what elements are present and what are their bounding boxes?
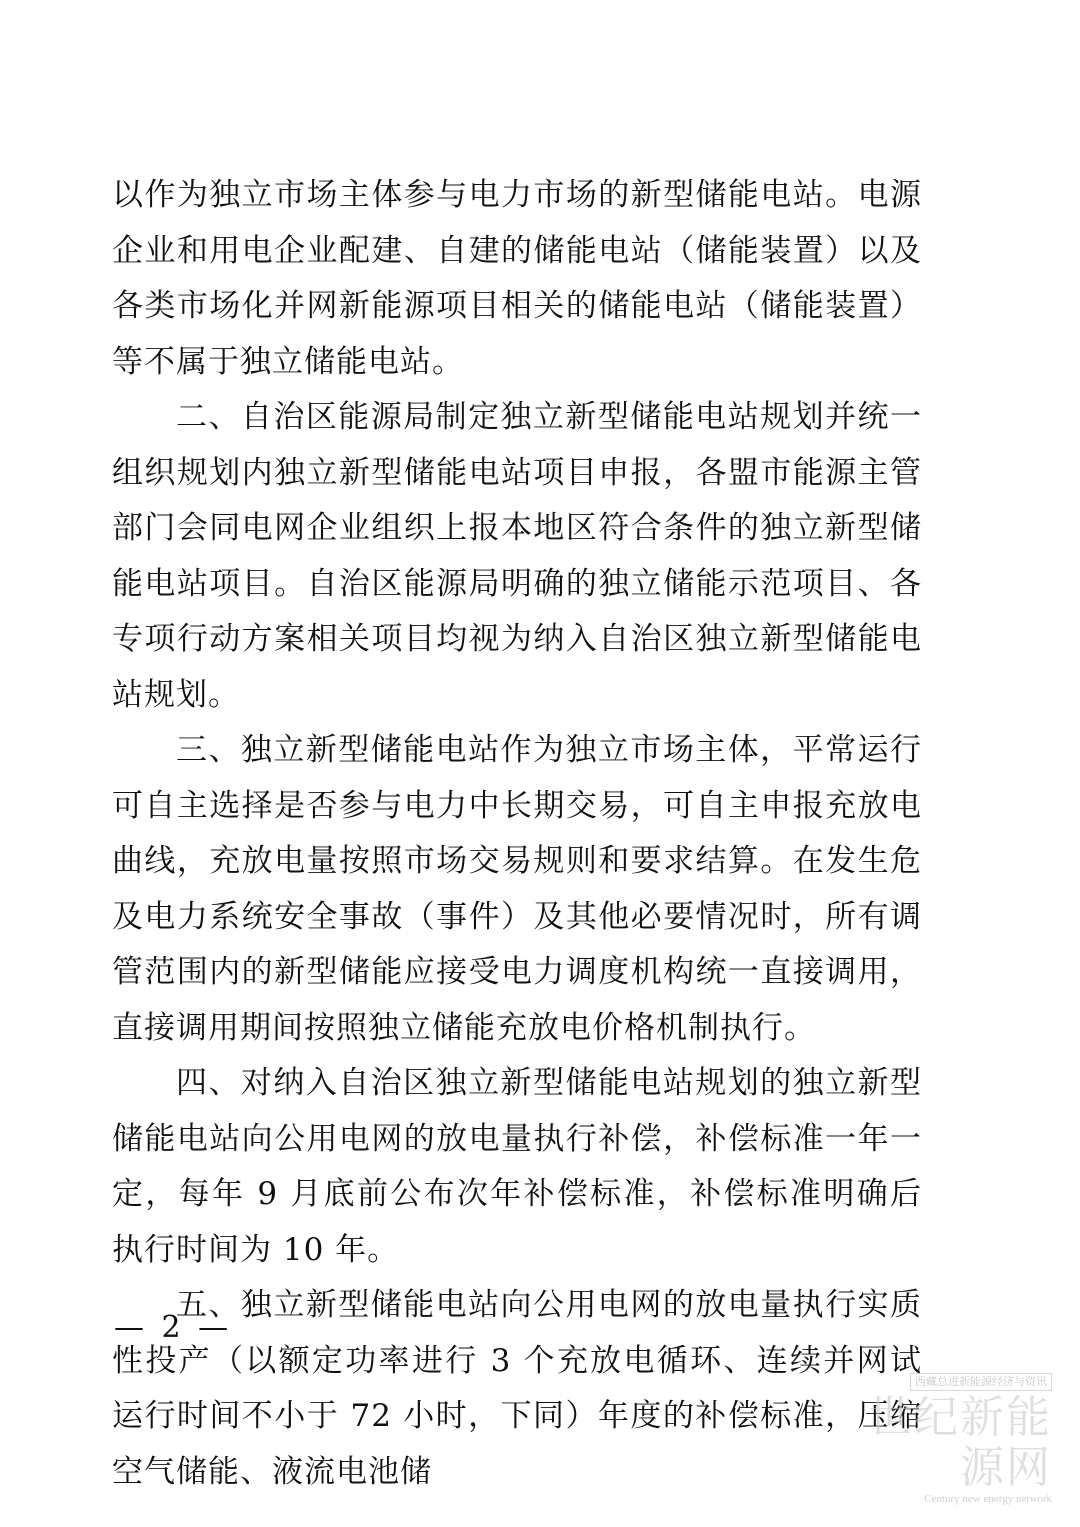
- paragraph-2: 二、自治区能源局制定独立新型储能电站规划并统一组织规划内独立新型储能电站项目申报，各盟市能源主管部门会同电网企业组织上报本地区符合条件的独立新型储能电站项目。自治区能源局明确的独立储能示范项目、各专项行动方案相关项目均视为纳入自治区独立新型储能电站规划。: [112, 399, 922, 713]
- document-body: [112, 168, 922, 1500]
- paragraph-1: 以作为独立市场主体参与电力市场的新型储能电站。电源企业和用电企业配建、自建的储能电站（储能装置）以及各类市场化并网新能源项目相关的储能电站（储能装置）等不属于独立储能电站。: [112, 177, 922, 380]
- paragraph-4: 四、对纳入自治区独立新型储能电站规划的独立新型储能电站向公用电网的放电量执行补偿，补偿标准一年一定，每年 9 月底前公布次年补偿标准，补偿标准明确后执行时间为 10 年。: [112, 1065, 922, 1268]
- watermark-tagline: 西藏总进新能源经济与资讯: [910, 1373, 1052, 1391]
- paragraph-5: 五、独立新型储能电站向公用电网的放电量执行实质性投产（以额定功率进行 3 个充放电循环、连续并网试运行时间不小于 72 小时，下同）年度的补偿标准，压缩空气储能、液流电池储: [112, 1287, 922, 1490]
- paragraph-3: 三、独立新型储能电站作为独立市场主体，平常运行可自主选择是否参与电力中长期交易，可自主申报充放电曲线，充放电量按照市场交易规则和要求结算。在发生危及电力系统安全事故（事件）及其他必要情况时，所有调管范围内的新型储能应接受电力调度机构统一直接调用，直接调用期间按照独立储能充放电价格机制执行。: [112, 732, 922, 1046]
- watermark-logo: [842, 1370, 1052, 1505]
- watermark-english: Century new energy network: [924, 1493, 1052, 1505]
- page-number: — 2 —: [114, 1310, 233, 1345]
- watermark-name: 世纪新能源网: [868, 1392, 1052, 1493]
